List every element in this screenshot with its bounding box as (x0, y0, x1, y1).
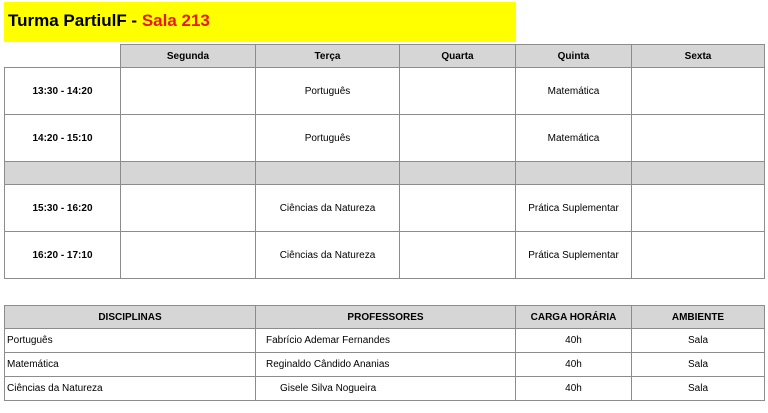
weekly-schedule-table (4, 44, 765, 279)
break-cell (632, 162, 765, 185)
break-cell (256, 162, 400, 185)
environment-cell: Sala (632, 353, 765, 377)
time-slot: 13:30 - 14:20 (5, 68, 121, 115)
professor-cell: Gisele Silva Nogueira (256, 377, 516, 401)
class-cell-tuesday: Ciências da Natureza (256, 232, 400, 279)
disciplines-header: DISCIPLINAS (5, 306, 256, 329)
class-cell-wednesday (400, 115, 516, 162)
class-title-banner (4, 2, 516, 42)
subject-row (5, 329, 765, 353)
day-header-wednesday: Quarta (400, 45, 516, 68)
class-cell-friday (632, 115, 765, 162)
day-header-thursday: Quinta (516, 45, 632, 68)
schedule-row (5, 115, 765, 162)
class-cell-tuesday: Português (256, 68, 400, 115)
time-slot: 15:30 - 16:20 (5, 185, 121, 232)
discipline-cell: Português (5, 329, 256, 353)
discipline-cell: Matemática (5, 353, 256, 377)
class-cell-thursday: Prática Suplementar (516, 232, 632, 279)
class-cell-friday (632, 232, 765, 279)
break-cell (121, 162, 256, 185)
workload-cell: 40h (516, 329, 632, 353)
class-cell-thursday: Matemática (516, 68, 632, 115)
break-cell (5, 162, 121, 185)
environment-header: AMBIENTE (632, 306, 765, 329)
class-cell-wednesday (400, 185, 516, 232)
class-cell-wednesday (400, 232, 516, 279)
class-cell-wednesday (400, 68, 516, 115)
professors-header: PROFESSORES (256, 306, 516, 329)
workload-header: CARGA HORÁRIA (516, 306, 632, 329)
break-cell (400, 162, 516, 185)
break-row (5, 162, 765, 185)
class-cell-tuesday: Ciências da Natureza (256, 185, 400, 232)
time-slot: 16:20 - 17:10 (5, 232, 121, 279)
class-cell-friday (632, 185, 765, 232)
professor-cell: Fabrício Ademar Fernandes (256, 329, 516, 353)
class-cell-thursday: Matemática (516, 115, 632, 162)
day-header-tuesday: Terça (256, 45, 400, 68)
class-cell-monday (121, 185, 256, 232)
discipline-cell: Ciências da Natureza (5, 377, 256, 401)
schedule-row (5, 185, 765, 232)
subject-row (5, 353, 765, 377)
break-cell (516, 162, 632, 185)
schedule-row (5, 232, 765, 279)
class-cell-monday (121, 115, 256, 162)
professor-cell: Reginaldo Cândido Ananias (256, 353, 516, 377)
class-cell-friday (632, 68, 765, 115)
workload-cell: 40h (516, 353, 632, 377)
class-cell-tuesday: Português (256, 115, 400, 162)
subjects-header-row (5, 306, 765, 329)
class-cell-thursday: Prática Suplementar (516, 185, 632, 232)
subject-row (5, 377, 765, 401)
time-slot: 14:20 - 15:10 (5, 115, 121, 162)
class-cell-monday (121, 232, 256, 279)
day-header-friday: Sexta (632, 45, 765, 68)
class-label: Turma PartiulF - (8, 11, 142, 30)
room-label: Sala 213 (141, 11, 210, 30)
schedule-corner-cell (5, 45, 121, 68)
workload-cell: 40h (516, 377, 632, 401)
day-header-monday: Segunda (121, 45, 256, 68)
environment-cell: Sala (632, 329, 765, 353)
environment-cell: Sala (632, 377, 765, 401)
subjects-table (4, 305, 765, 401)
class-cell-monday (121, 68, 256, 115)
schedule-header-row (5, 45, 765, 68)
schedule-row (5, 68, 765, 115)
